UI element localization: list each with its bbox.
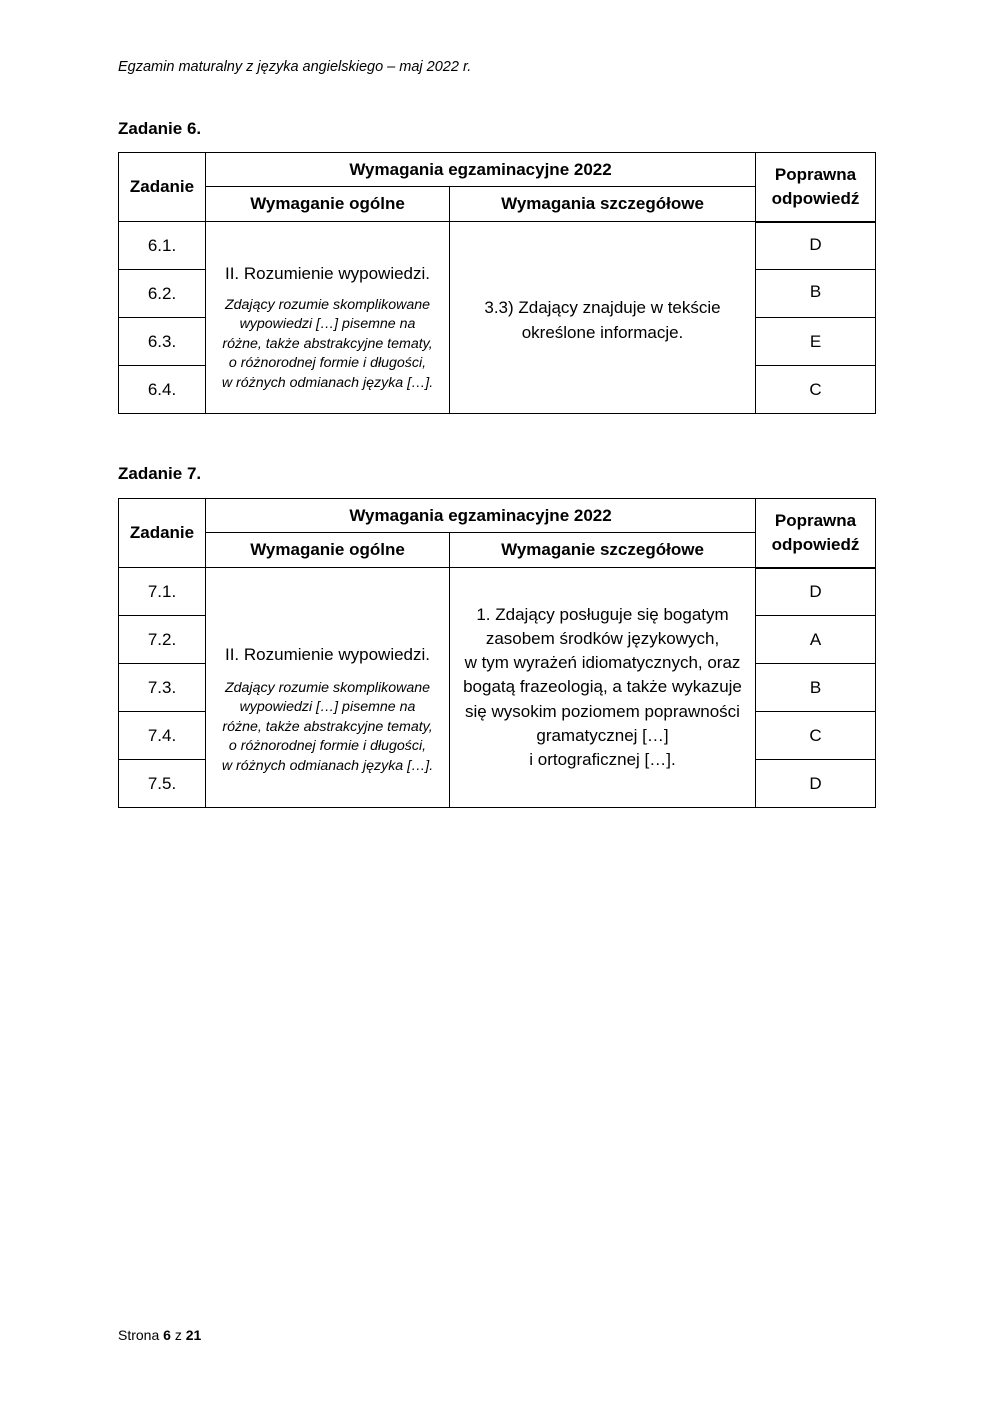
desc-line: w różnych odmianach języka […]. xyxy=(221,374,434,391)
correct-answer: D xyxy=(756,568,876,616)
desc-line: wypowiedzi […] pisemne na xyxy=(239,699,416,716)
correct-answer: C xyxy=(756,712,876,760)
footer-page-total: 21 xyxy=(185,1327,202,1343)
desc-line: wypowiedzi […] pisemne na xyxy=(239,316,416,333)
task-number: 6.2. xyxy=(119,270,206,318)
correct-answer: B xyxy=(756,270,876,318)
detail-line: bogatą frazeologią, a także wykazuje xyxy=(463,677,742,697)
page-footer xyxy=(118,1327,201,1343)
detail-line: zasobem środków językowych, xyxy=(485,628,720,648)
desc-line: Zdający rozumie skomplikowane xyxy=(224,679,430,696)
task-number: 6.4. xyxy=(119,366,206,414)
task-6-title: Zadanie 6. xyxy=(118,119,202,138)
desc-line: różne, także abstrakcyjne tematy, xyxy=(222,335,433,352)
detail-line: w tym wyrażeń idiomatycznych, oraz xyxy=(464,653,741,673)
header-detailed: Wymaganie szczegółowe xyxy=(450,533,756,568)
detail-line: określone informacje. xyxy=(521,322,684,342)
detail-line: i ortograficznej […]. xyxy=(529,750,676,769)
footer-prefix: Strona xyxy=(118,1327,160,1343)
header-requirements: Wymagania egzaminacyjne 2022 xyxy=(206,499,756,533)
detailed-requirement xyxy=(450,568,756,808)
general-description xyxy=(206,679,449,777)
task-number: 7.5. xyxy=(119,760,206,808)
table-row xyxy=(119,568,876,616)
header-answer xyxy=(756,153,876,222)
correct-answer: E xyxy=(756,318,876,366)
header-task: Zadanie xyxy=(119,153,206,222)
detail-line: się wysokim poziomem poprawności xyxy=(465,701,740,721)
header-answer-line1: Poprawna xyxy=(774,164,857,184)
header-answer-line2: odpowiedź xyxy=(771,188,860,208)
header-answer-line2: odpowiedź xyxy=(771,534,860,554)
desc-line: w różnych odmianach języka […]. xyxy=(221,757,434,774)
task-6-table xyxy=(118,152,876,414)
task-7-table xyxy=(118,498,876,808)
header-requirements: Wymagania egzaminacyjne 2022 xyxy=(206,153,756,187)
desc-line: różne, także abstrakcyjne tematy, xyxy=(222,718,433,735)
desc-line: o różnorodnej formie i długości, xyxy=(228,738,427,755)
task-number: 7.4. xyxy=(119,712,206,760)
header-general: Wymaganie ogólne xyxy=(206,187,450,222)
detail-line: 3.3) Zdający znajduje w tekście xyxy=(484,298,721,318)
header-task: Zadanie xyxy=(119,499,206,568)
task-number: 7.3. xyxy=(119,664,206,712)
page-header: Egzamin maturalny z języka angielskiego – maj 2022 r. xyxy=(118,59,472,75)
desc-line: o różnorodnej formie i długości, xyxy=(228,355,427,372)
correct-answer: A xyxy=(756,616,876,664)
header-answer xyxy=(756,499,876,568)
correct-answer: D xyxy=(756,760,876,808)
footer-page-number: 6 xyxy=(163,1327,171,1343)
general-title: II. Rozumienie wypowiedzi. xyxy=(224,263,431,283)
desc-line: Zdający rozumie skomplikowane xyxy=(224,296,430,313)
task-number: 7.2. xyxy=(119,616,206,664)
general-requirement xyxy=(206,222,450,414)
task-number: 7.1. xyxy=(119,568,206,616)
general-title: II. Rozumienie wypowiedzi. xyxy=(224,644,431,664)
task-number: 6.1. xyxy=(119,222,206,270)
detailed-requirement xyxy=(450,222,756,414)
header-general: Wymaganie ogólne xyxy=(206,533,450,568)
table-row xyxy=(119,222,876,270)
detail-line: gramatycznej […] xyxy=(536,725,669,745)
header-detailed: Wymagania szczegółowe xyxy=(450,187,756,222)
correct-answer: D xyxy=(756,222,876,270)
header-answer-line1: Poprawna xyxy=(774,510,857,530)
general-description xyxy=(206,296,449,394)
task-number: 6.3. xyxy=(119,318,206,366)
task-7-title: Zadanie 7. xyxy=(118,464,202,483)
footer-separator: z xyxy=(174,1327,182,1343)
detail-line: 1. Zdający posługuje się bogatym xyxy=(476,604,729,624)
general-requirement xyxy=(206,568,450,808)
correct-answer: C xyxy=(756,366,876,414)
correct-answer: B xyxy=(756,664,876,712)
